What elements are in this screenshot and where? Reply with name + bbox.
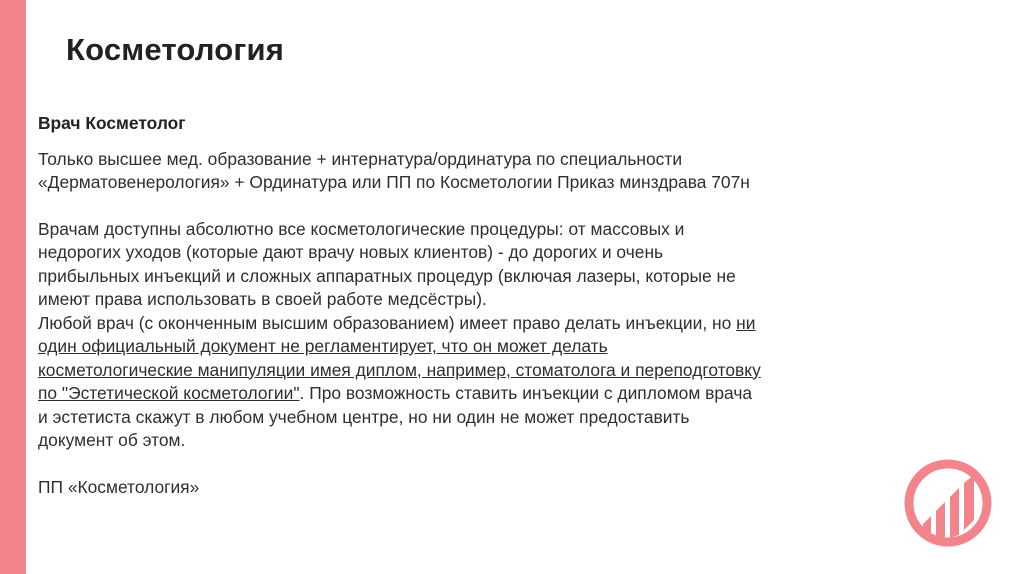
growth-bars-circle-icon: [903, 458, 993, 548]
slide-content: [38, 112, 868, 499]
paragraph-gap: [38, 195, 868, 218]
injections-line: [38, 312, 868, 336]
slide-title: Косметология: [66, 32, 285, 67]
procedures-line: Врачам доступны абсолютно все косметологические процедуры: от массовых и: [38, 218, 685, 239]
procedures-line: недорогих уходов (которые дают врачу новых клиентов) - до дорогих и очень: [38, 242, 664, 262]
injections-paragraph: [38, 312, 868, 453]
injections-line: и эстетиста скажут в любом учебном центре, но ни один не может предоставить: [38, 406, 690, 427]
underlined-text: по "Эстетической косметологии": [38, 383, 300, 403]
subheading: Врач Косметолог: [38, 113, 186, 133]
injections-line: документ об этом.: [38, 430, 186, 450]
injections-text: Любой врач (с оконченным высшим образованием) имеет право делать инъекции, но: [38, 312, 737, 333]
procedures-line: имеют права использовать в своей работе медсёстры).: [38, 289, 487, 309]
injections-text: . Про возможность ставить инъекции с дипломом врача: [299, 383, 753, 403]
footer-note: ПП «Косметология»: [38, 476, 200, 497]
procedures-line: прибыльных инъекций и сложных аппаратных процедур (включая лазеры, которые не: [38, 265, 736, 286]
underlined-text: ни: [736, 312, 756, 333]
injections-line: [38, 382, 868, 406]
injections-line: [38, 335, 868, 359]
underlined-text: косметологические манипуляции имея диплом, например, стоматолога и переподготовку: [38, 359, 761, 380]
paragraph-gap: [38, 453, 868, 476]
underlined-text: один официальный документ не регламентирует, что он может делать: [38, 336, 608, 356]
education-line: Только высшее мед. образование + интернатура/ординатура по специальности: [38, 148, 683, 169]
accent-bar: [0, 0, 26, 574]
education-paragraph: [38, 148, 868, 195]
education-line: «Дерматовенерология» + Ординатура или ПП по Косметологии Приказ минздрава 707н: [38, 172, 750, 192]
injections-line: [38, 359, 868, 383]
procedures-paragraph: [38, 218, 868, 312]
